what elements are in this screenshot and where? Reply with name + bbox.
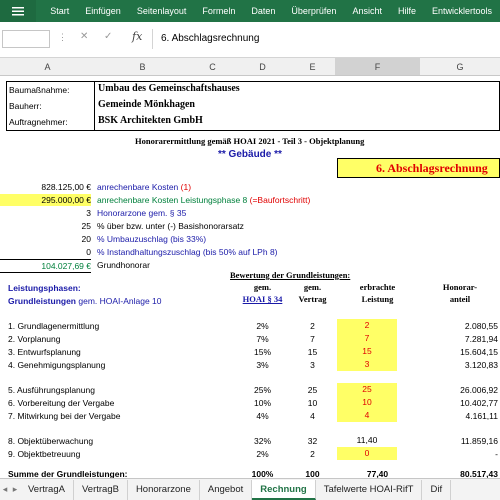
col-d-header-1: gem. xyxy=(253,282,272,292)
summary-hoai[interactable]: 100% xyxy=(251,469,274,478)
row-5-hoai[interactable]: 25% xyxy=(253,385,271,395)
column-header-a[interactable]: A xyxy=(0,58,95,76)
row-6-vertrag[interactable]: 10 xyxy=(307,398,318,408)
col-g-header-1: Honorar- xyxy=(442,282,478,292)
row-7-honorar[interactable]: 4.161,11 xyxy=(465,411,498,421)
row-9-erbracht[interactable]: 0 xyxy=(337,447,397,460)
row-7-vertrag[interactable]: 4 xyxy=(310,411,315,421)
row-2-erbracht[interactable]: 7 xyxy=(337,332,397,345)
ribbon-tab-ueberpruefen[interactable]: Überprüfen xyxy=(291,6,337,16)
bauma-value: Umbau des Gemeinschaftshauses xyxy=(98,83,240,94)
summary-erbracht[interactable]: 77,40 xyxy=(366,469,389,478)
scroll-tabs-right-icon[interactable]: ▸ xyxy=(12,484,18,494)
row-3-erbracht[interactable]: 15 xyxy=(337,345,397,358)
row-8-hoai[interactable]: 32% xyxy=(253,436,271,446)
row-7-hoai[interactable]: 4% xyxy=(256,411,269,421)
formula-input[interactable]: 6. Abschlagsrechnung xyxy=(152,29,500,49)
title-line2: ** Gebäude ** xyxy=(218,149,282,160)
row-6-honorar[interactable]: 10.402,77 xyxy=(460,398,498,408)
col-g-header-2: anteil xyxy=(449,294,471,304)
summary-vertrag[interactable]: 100 xyxy=(305,469,320,478)
row-3-name: 3. Entwurfsplanung xyxy=(8,347,81,357)
row-5-honorar[interactable]: 26.006,92 xyxy=(460,385,498,395)
col-f-header-1: erbrachte xyxy=(359,282,396,292)
auftrag-label: Auftragnehmer: xyxy=(9,117,68,127)
sheet-tab-vertragb[interactable]: VertragB xyxy=(74,480,128,500)
column-header-e[interactable]: E xyxy=(290,58,335,76)
param-value-1[interactable]: 295.000,00 € xyxy=(0,194,91,206)
worksheet[interactable] xyxy=(0,76,500,478)
param-value-4[interactable]: 20 xyxy=(81,234,91,244)
ribbon-tab-start[interactable]: Start xyxy=(50,6,70,16)
row-9-hoai[interactable]: 2% xyxy=(256,449,269,459)
row-5-vertrag[interactable]: 25 xyxy=(307,385,318,395)
grundleistungen-label: Grundleistungen gem. HOAI-Anlage 10 xyxy=(8,296,162,306)
column-header-f[interactable]: F xyxy=(335,58,420,76)
summary-honorar[interactable]: 80.517,43 xyxy=(460,469,498,478)
project-info-box xyxy=(6,81,500,131)
row-1-hoai[interactable]: 2% xyxy=(256,321,269,331)
insert-function-icon[interactable]: fx xyxy=(132,30,143,43)
col-e-header-1: gem. xyxy=(303,282,322,292)
row-3-hoai[interactable]: 15% xyxy=(253,347,271,357)
ribbon xyxy=(0,0,500,22)
row-1-erbracht[interactable]: 2 xyxy=(337,319,397,332)
column-header-g[interactable]: G xyxy=(420,58,500,76)
formula-bar xyxy=(0,22,500,58)
bauherr-label: Bauherr: xyxy=(9,101,42,111)
row-2-name: 2. Vorplanung xyxy=(8,334,61,344)
row-1-honorar[interactable]: 2.080,55 xyxy=(464,321,498,331)
ribbon-tab-einfuegen[interactable]: Einfügen xyxy=(85,6,121,16)
param-label-2: Honorarzone gem. § 35 xyxy=(97,208,187,218)
invoice-title[interactable]: 6. Abschlagsrechnung xyxy=(337,158,500,178)
param-value-0[interactable]: 828.125,00 € xyxy=(41,182,91,192)
param-label-4: % Umbauzuschlag (bis 33%) xyxy=(97,234,207,244)
row-4-name: 4. Genehmigungsplanung xyxy=(8,360,106,370)
more-icon[interactable]: ⋮ xyxy=(58,32,67,42)
col-e-header-2: Vertrag xyxy=(298,294,327,304)
param-value-3[interactable]: 25 xyxy=(81,221,91,231)
row-5-erbracht[interactable]: 25 xyxy=(337,383,397,396)
sheet-tab-vertraga[interactable]: VertragA xyxy=(20,480,74,500)
row-4-vertrag[interactable]: 3 xyxy=(310,360,315,370)
grundhonorar-label: Grundhonorar xyxy=(97,260,150,270)
row-3-honorar[interactable]: 15.604,15 xyxy=(460,347,498,357)
row-9-honorar[interactable]: - xyxy=(495,449,498,459)
column-header-b[interactable]: B xyxy=(95,58,190,76)
param-value-2[interactable]: 3 xyxy=(86,208,91,218)
param-label-1: anrechenbare Kosten Leistungsphase 8 (=Baufortschritt) xyxy=(97,195,311,205)
summary-label: Summe der Grundleistungen: xyxy=(8,469,128,478)
sheet-tab-rechnung[interactable]: Rechnung xyxy=(252,480,315,500)
row-9-name: 9. Objektbetreuung xyxy=(8,449,81,459)
row-4-hoai[interactable]: 3% xyxy=(256,360,269,370)
sheet-tab-dif[interactable]: Dif xyxy=(422,480,451,500)
ribbon-tab-seitenlayout[interactable]: Seitenlayout xyxy=(136,6,187,16)
sheet-tab-honorarzone[interactable]: Honorarzone xyxy=(128,480,200,500)
ribbon-tab-entwicklertools[interactable]: Entwicklertools xyxy=(431,6,492,16)
row-8-honorar[interactable]: 11.859,16 xyxy=(460,436,498,446)
menu-icon xyxy=(11,6,25,16)
sheet-tabs-bar xyxy=(0,478,500,500)
row-9-vertrag[interactable]: 2 xyxy=(310,449,315,459)
row-2-vertrag[interactable]: 7 xyxy=(310,334,315,344)
leistungsphasen-label: Leistungsphasen: xyxy=(8,283,81,293)
title-line1: Honorarermittlung gemäß HOAI 2021 - Teil 3 - Objektplanung xyxy=(135,136,365,146)
row-7-name: 7. Mitwirkung bei der Vergabe xyxy=(8,411,121,421)
column-header-c[interactable]: C xyxy=(190,58,235,76)
row-4-erbracht[interactable]: 3 xyxy=(337,358,397,371)
row-7-erbracht[interactable]: 4 xyxy=(337,409,397,422)
ribbon-tab-formeln[interactable]: Formeln xyxy=(202,6,236,16)
ribbon-tab-hilfe[interactable]: Hilfe xyxy=(397,6,416,16)
row-8-erbracht[interactable]: 11,40 xyxy=(356,435,378,445)
grundhonorar-value[interactable]: 104.027,69 € xyxy=(0,259,91,273)
row-6-hoai[interactable]: 10% xyxy=(253,398,271,408)
row-6-erbracht[interactable]: 10 xyxy=(337,396,397,409)
row-8-vertrag[interactable]: 32 xyxy=(307,436,318,446)
ribbon-tab-daten[interactable]: Daten xyxy=(251,6,276,16)
sheet-tab-angebot[interactable]: Angebot xyxy=(200,480,252,500)
param-value-5[interactable]: 0 xyxy=(86,247,91,257)
row-2-honorar[interactable]: 7.281,94 xyxy=(464,334,498,344)
column-header-d[interactable]: D xyxy=(235,58,290,76)
project-info-divider xyxy=(94,81,95,131)
confirm-icon[interactable]: ✓ xyxy=(104,31,113,42)
param-label-5: % Instandhaltungszuschlag (bis 50% auf LPh 8) xyxy=(97,247,278,257)
row-1-vertrag[interactable]: 2 xyxy=(310,321,315,331)
row-8-name: 8. Objektüberwachung xyxy=(8,436,94,446)
bauma-label: Baumaßnahme: xyxy=(9,85,70,95)
row-5-name: 5. Ausführungsplanung xyxy=(8,385,95,395)
row-6-name: 6. Vorbereitung der Vergabe xyxy=(8,398,115,408)
sheet-tab-tafelwerte[interactable]: Tafelwerte HOAI-RifT xyxy=(316,480,423,500)
col-f-header-2: Leistung xyxy=(361,294,394,304)
scroll-tabs-left-icon[interactable]: ◂ xyxy=(2,484,8,494)
file-menu-button[interactable] xyxy=(0,0,36,22)
row-3-vertrag[interactable]: 15 xyxy=(307,347,318,357)
bauherr-value: Gemeinde Mönkhagen xyxy=(98,99,195,110)
col-d-header-2[interactable]: HOAI § 34 xyxy=(242,294,283,304)
row-4-honorar[interactable]: 3.120,83 xyxy=(464,360,498,370)
name-box[interactable] xyxy=(2,30,50,48)
ribbon-tab-ansicht[interactable]: Ansicht xyxy=(352,6,382,16)
row-2-hoai[interactable]: 7% xyxy=(256,334,269,344)
row-1-name: 1. Grundlagenermittlung xyxy=(8,321,100,331)
cancel-icon[interactable]: ✕ xyxy=(80,31,89,42)
param-label-0: anrechenbare Kosten (1) xyxy=(97,182,192,192)
auftrag-value: BSK Architekten GmbH xyxy=(98,115,203,126)
param-label-3: % über bzw. unter (-) Basishonorarsatz xyxy=(97,221,244,231)
bewertung-heading: Bewertung der Grundleistungen: xyxy=(230,270,351,280)
